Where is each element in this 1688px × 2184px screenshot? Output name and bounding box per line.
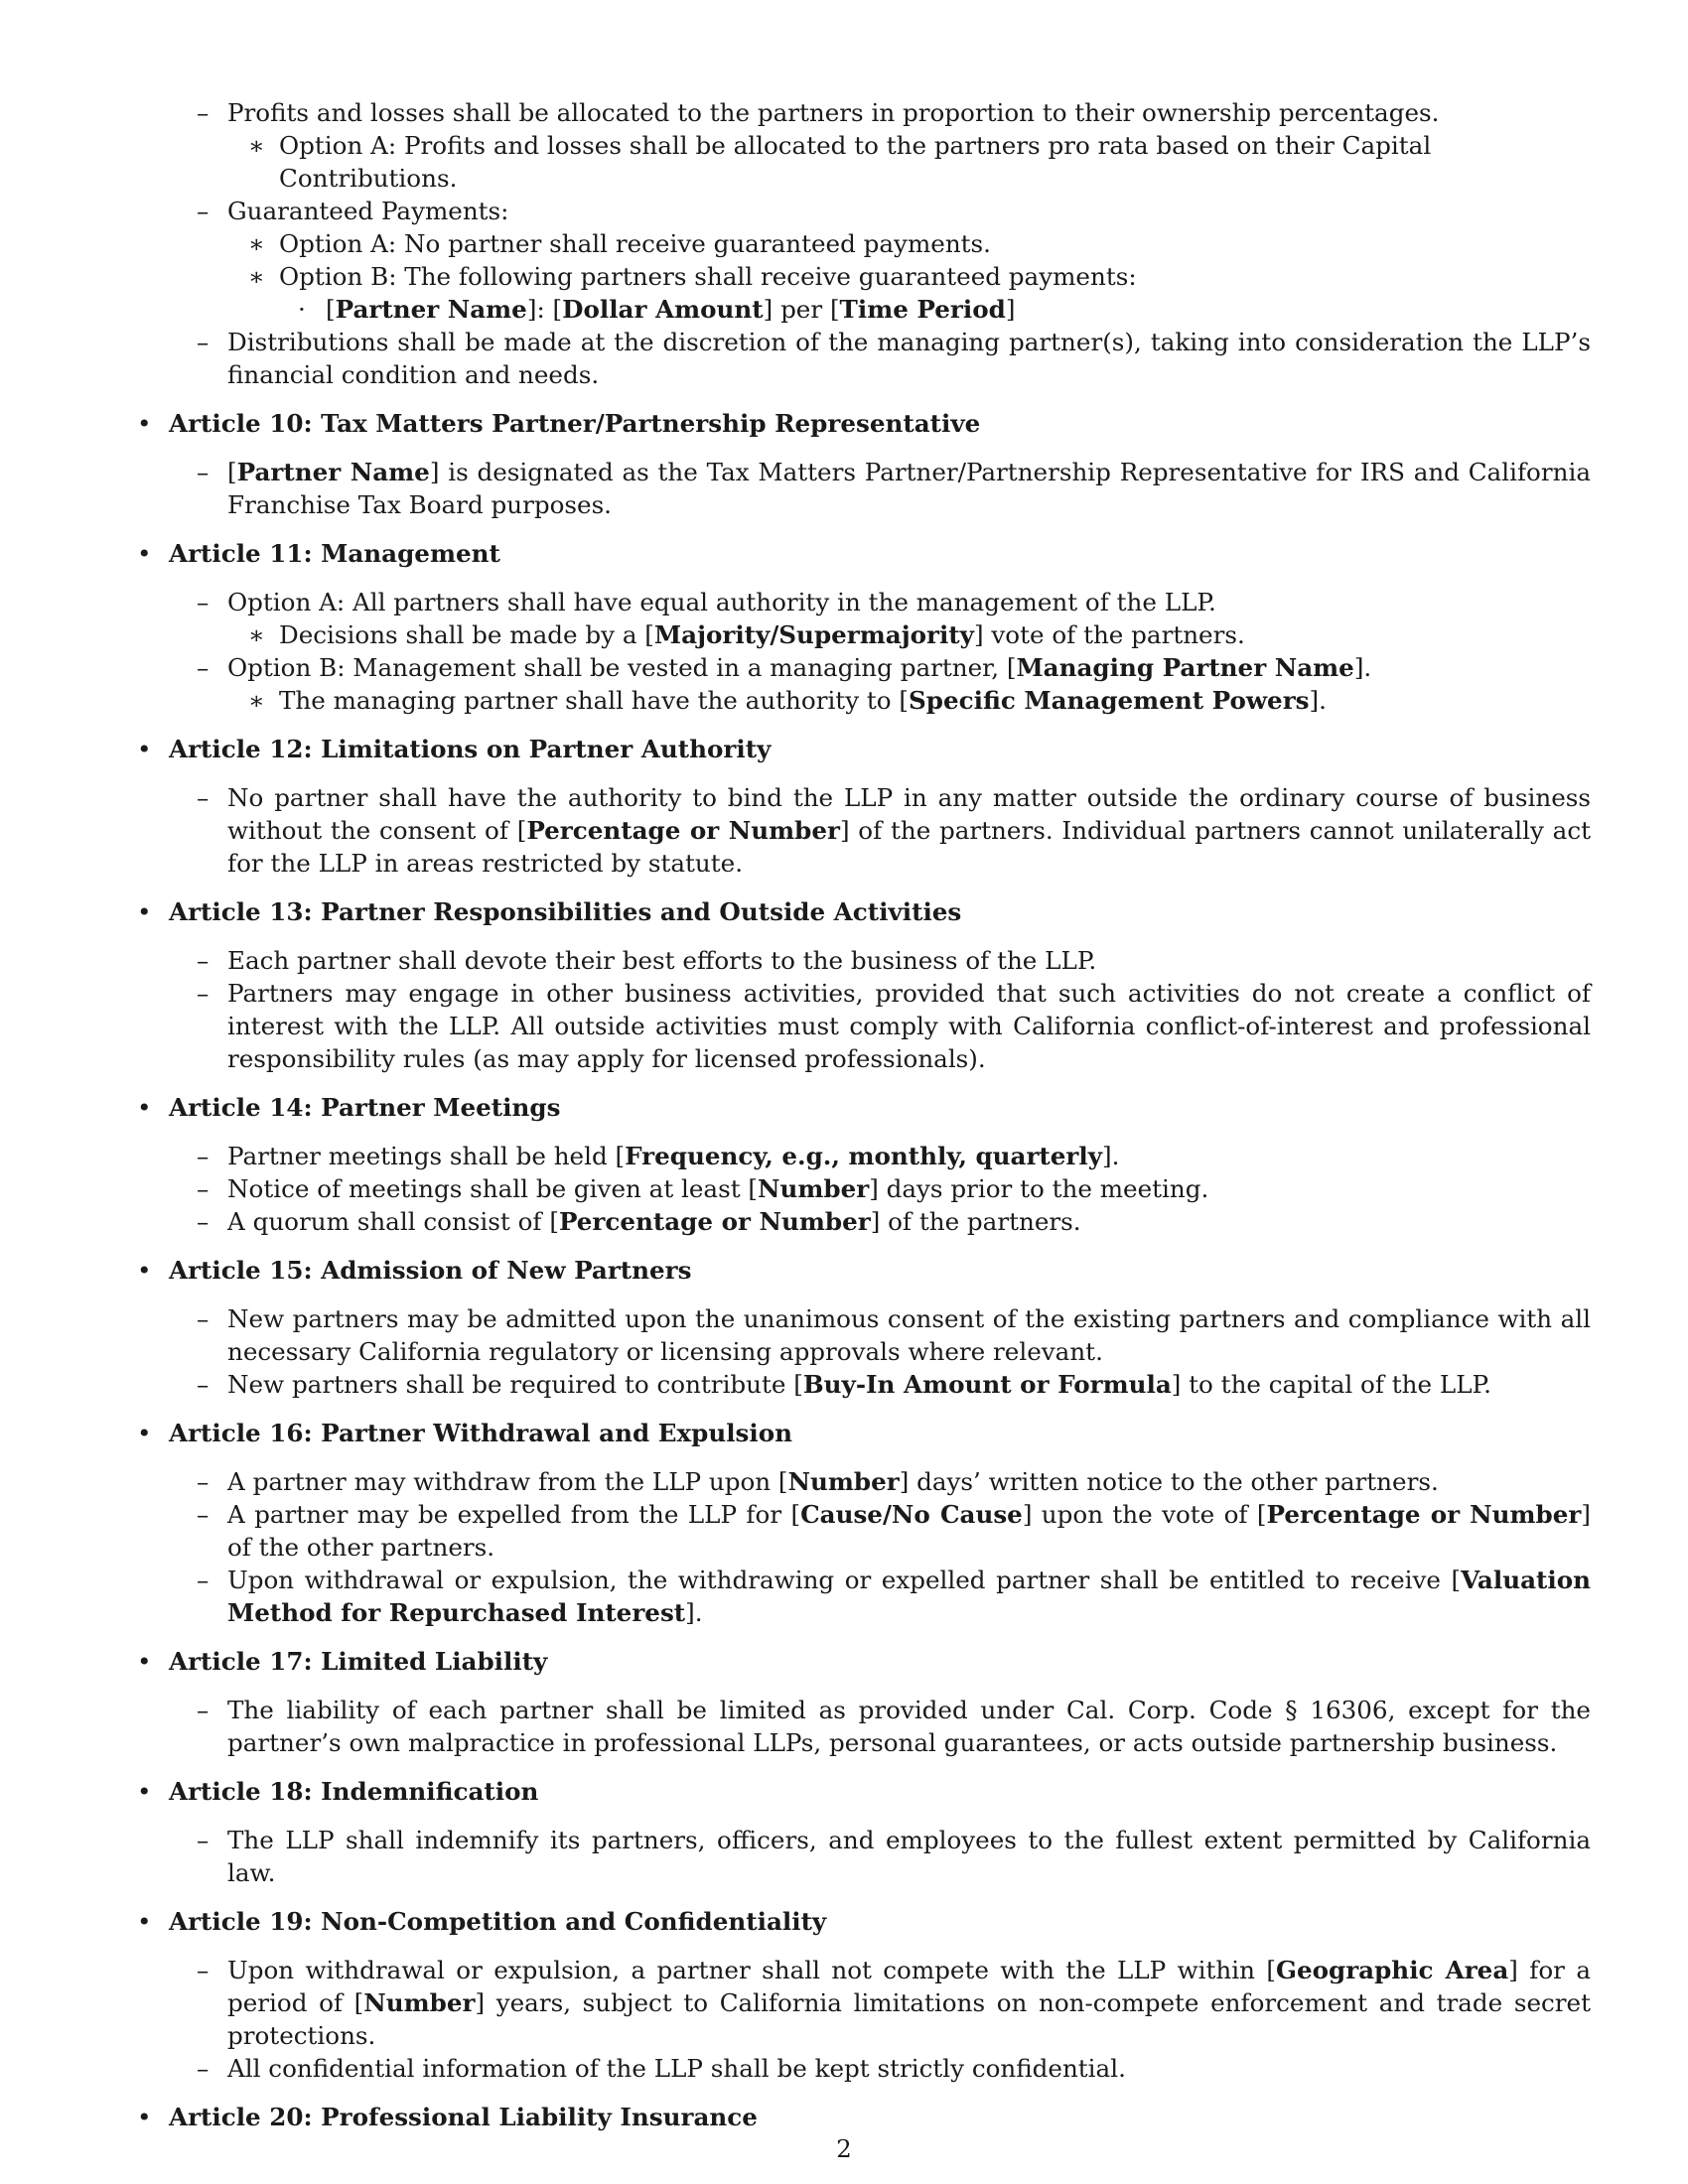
list-item: ∗ Option B: The following partners shall receive guaranteed payments: [248,262,1137,291]
list-item: ∗ Decisions shall be made by a [Majority/Supermajority] vote of the partners. [248,620,1245,649]
article-heading: • Article 20: Professional Liability Insurance [137,2103,758,2131]
bullet-marker: • [137,1907,152,1936]
list-item: – A quorum shall consist of [Percentage or Number] of the partners. [197,1207,1081,1236]
article-heading: • Article 15: Admission of New Partners [137,1256,692,1285]
dash-marker: – [197,1956,210,1984]
dash-marker: – [197,2054,210,2083]
list-item: – All confidential information of the LLP shall be kept strictly confidential. [197,2054,1126,2083]
article-heading: • Article 19: Non-Competition and Confidentiality [137,1907,827,1936]
page-number: 2 [836,2134,852,2163]
article-heading: • Article 10: Tax Matters Partner/Partnership Representative [137,409,981,438]
bullet-marker: • [137,1419,152,1447]
dash-marker: – [197,783,210,812]
dash-marker: – [197,979,210,1008]
bullet-marker: • [137,409,152,438]
list-item: – Profits and losses shall be allocated to the partners in proportion to their ownership percentages. [197,98,1440,127]
bullet-marker: • [137,1093,152,1122]
article-heading: • Article 12: Limitations on Partner Authority [137,735,772,763]
list-item: – Distributions shall be made at the discretion of the managing partner(s), taking into consideration the LLP’s financial condition and needs. [197,328,1591,389]
bullet-marker: • [137,1647,152,1676]
bullet-marker: • [137,897,152,926]
dash-marker: – [197,1467,210,1496]
dash-marker: – [197,1174,210,1203]
list-item: – Each partner shall devote their best efforts to the business of the LLP. [197,946,1097,975]
dash-marker: – [197,946,210,975]
dash-marker: – [197,1500,210,1529]
dash-marker: – [197,1370,210,1399]
list-item: – The liability of each partner shall be limited as provided under Cal. Corp. Code § 16306, except for the partner’s own malpractice in professional LLPs, personal guarantees, or acts outside partnership business. [197,1696,1591,1757]
list-item: – Guaranteed Payments: [197,197,509,225]
article-heading: • Article 16: Partner Withdrawal and Expulsion [137,1419,793,1447]
dash-marker: – [197,197,210,225]
list-item: – Upon withdrawal or expulsion, a partner shall not compete with the LLP within [Geographic Area] for a period of [Number] years, subject to California limitations on non-compete enforcement and trade secret protections. [197,1956,1591,2050]
dash-marker: – [197,458,210,486]
list-item: – [Partner Name] is designated as the Tax Matters Partner/Partnership Representative for IRS and California Franchise Tax Board purposes. [197,458,1591,519]
star-marker: ∗ [248,229,265,258]
star-marker: ∗ [248,686,265,715]
list-item: – A partner may be expelled from the LLP for [Cause/No Cause] upon the vote of [Percentage or Number] of the other partners. [197,1500,1591,1562]
bullet-marker: • [137,735,152,763]
article-heading: • Article 17: Limited Liability [137,1647,548,1676]
dot-marker: · [298,295,306,324]
dash-marker: – [197,328,210,356]
list-item: – Partners may engage in other business activities, provided that such activities do not create a conflict of interest with the LLP. All outside activities must comply with California conflict-of-interest and professional responsibility rules (as may apply for licensed professionals). [197,979,1591,1073]
list-item: – Partner meetings shall be held [Frequency, e.g., monthly, quarterly]. [197,1142,1120,1170]
list-item: – Upon withdrawal or expulsion, the withdrawing or expelled partner shall be entitled to receive [Valuation Method for Repurchased Interest]. [197,1566,1591,1627]
dash-marker: – [197,1304,210,1333]
bullet-marker: • [137,1256,152,1285]
bullet-marker: • [137,1777,152,1806]
star-marker: ∗ [248,262,265,291]
dash-marker: – [197,1696,210,1724]
star-marker: ∗ [248,131,265,160]
list-item: ∗ The managing partner shall have the authority to [Specific Management Powers]. [248,686,1327,715]
article-heading: • Article 18: Indemnification [137,1777,539,1806]
dash-marker: – [197,1142,210,1170]
bullet-marker: • [137,539,152,568]
dash-marker: – [197,1826,210,1854]
dash-marker: – [197,1207,210,1236]
list-item: ∗ Option A: Profits and losses shall be allocated to the partners pro rata based on their Capital Contributions. [248,131,1432,193]
dash-marker: – [197,98,210,127]
list-item: – New partners shall be required to contribute [Buy-In Amount or Formula] to the capital of the LLP. [197,1370,1491,1399]
list-item: – Option B: Management shall be vested in a managing partner, [Managing Partner Name]. [197,653,1372,682]
list-item: – The LLP shall indemnify its partners, officers, and employees to the fullest extent permitted by California law. [197,1826,1591,1887]
dash-marker: – [197,1566,210,1594]
article-heading: • Article 11: Management [137,539,500,568]
list-item: ∗ Option A: No partner shall receive guaranteed payments. [248,229,991,258]
list-item: · [Partner Name]: [Dollar Amount] per [Time Period] [298,295,1016,324]
list-item: – A partner may withdraw from the LLP upon [Number] days’ written notice to the other partners. [197,1467,1439,1496]
page-content [0,96,1688,2149]
article-heading: • Article 13: Partner Responsibilities and Outside Activities [137,897,962,926]
list-item: – New partners may be admitted upon the unanimous consent of the existing partners and compliance with all necessary California regulatory or licensing approvals where relevant. [197,1304,1591,1366]
dash-marker: – [197,588,210,616]
list-item: – Option A: All partners shall have equal authority in the management of the LLP. [197,588,1216,616]
star-marker: ∗ [248,620,265,649]
list-item: – Notice of meetings shall be given at least [Number] days prior to the meeting. [197,1174,1209,1203]
dash-marker: – [197,653,210,682]
bullet-marker: • [137,2103,152,2131]
article-heading: • Article 14: Partner Meetings [137,1093,561,1122]
list-item: – No partner shall have the authority to bind the LLP in any matter outside the ordinary course of business without the consent of [Percentage or Number] of the partners. Individual partners cannot unilaterally act for the LLP in areas restricted by statute. [197,783,1591,878]
